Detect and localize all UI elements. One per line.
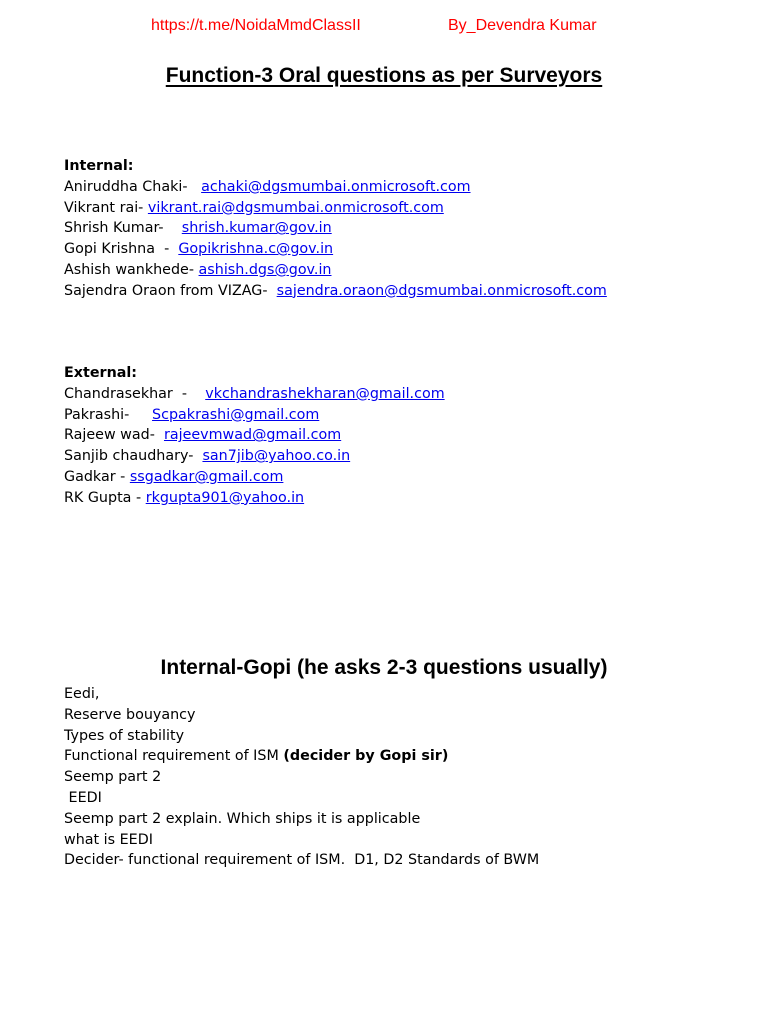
contact-row — [64, 177, 607, 198]
contact-row — [64, 260, 607, 281]
question-text: Functional requirement of ISM — [64, 748, 284, 765]
question-line: Types of stability — [64, 727, 185, 744]
contact-email-link[interactable]: rajeevmwad@gmail.com — [163, 427, 342, 444]
contact-name: Sajendra Oraon from VIZAG- — [64, 282, 277, 299]
contact-name: Gadkar - — [64, 468, 130, 485]
contact-name: Ashish wankhede- — [64, 261, 199, 278]
question-line: Reserve bouyancy — [64, 706, 196, 723]
contact-row — [64, 425, 445, 446]
contact-email-link[interactable]: shrish.kumar@gov.in — [181, 220, 332, 237]
internal-surveyors-list — [64, 156, 607, 302]
contact-email-link[interactable]: Scpakrashi@gmail.com — [152, 406, 320, 423]
page-title-text: Function-3 Oral questions as per Surveyors — [165, 64, 603, 87]
contact-name: Pakrashi- — [64, 406, 153, 423]
contact-email-link[interactable]: ashish.dgs@gov.in — [198, 261, 332, 278]
contact-row — [64, 467, 445, 488]
contact-name: Chandrasekhar - — [64, 385, 206, 402]
contact-row — [64, 281, 607, 302]
contact-row — [64, 384, 445, 405]
contact-row — [64, 405, 445, 426]
question-line: EEDI — [64, 789, 102, 806]
external-surveyors-list — [64, 363, 445, 509]
contact-name: Vikrant rai- — [64, 199, 148, 216]
contact-email-link[interactable]: rkgupta901@yahoo.in — [145, 489, 305, 506]
question-line: Seemp part 2 — [64, 769, 162, 786]
contact-email-link[interactable]: Gopikrishna.c@gov.in — [178, 241, 334, 258]
questions-list — [64, 684, 539, 871]
contact-row — [64, 218, 607, 239]
section-title-internal-gopi: Internal-Gopi (he asks 2-3 questions usually) — [160, 656, 608, 679]
decider-note: (decider by Gopi sir) — [283, 748, 449, 765]
contact-email-link[interactable]: san7jib@yahoo.co.in — [202, 448, 351, 465]
header-banner — [0, 17, 768, 39]
contact-name: Shrish Kumar- — [64, 220, 182, 237]
question-line: Decider- functional requirement of ISM. D1, D2 Standards of BWM — [64, 852, 540, 869]
contact-name: Aniruddha Chaki- — [64, 178, 202, 195]
contact-name: RK Gupta - — [64, 489, 146, 506]
question-line — [64, 746, 539, 767]
contact-name: Gopi Krishna - — [64, 241, 179, 258]
author-credit: By_Devendra Kumar — [448, 17, 597, 34]
external-heading: External: — [64, 365, 138, 381]
question-line: Seemp part 2 explain. Which ships it is applicable — [64, 810, 421, 827]
telegram-link[interactable]: https://t.me/NoidaMmdClassII — [151, 17, 361, 34]
contact-email-link[interactable]: vikrant.rai@dgsmumbai.onmicrosoft.com — [147, 199, 444, 216]
contact-email-link[interactable]: vkchandrashekharan@gmail.com — [205, 385, 445, 402]
contact-name: Rajeew wad- — [64, 427, 164, 444]
page-title — [0, 64, 768, 88]
contact-email-link[interactable]: ssgadkar@gmail.com — [129, 468, 284, 485]
contact-row — [64, 446, 445, 467]
question-line: what is EEDI — [64, 831, 153, 848]
internal-heading: Internal: — [64, 158, 134, 174]
question-line: Eedi, — [64, 686, 100, 702]
contact-row — [64, 239, 607, 260]
contact-email-link[interactable]: sajendra.oraon@dgsmumbai.onmicrosoft.com — [276, 282, 607, 299]
contact-name: Sanjib chaudhary- — [64, 448, 203, 465]
contact-email-link[interactable]: achaki@dgsmumbai.onmicrosoft.com — [201, 178, 471, 195]
contact-row — [64, 198, 607, 219]
contact-row — [64, 488, 445, 509]
